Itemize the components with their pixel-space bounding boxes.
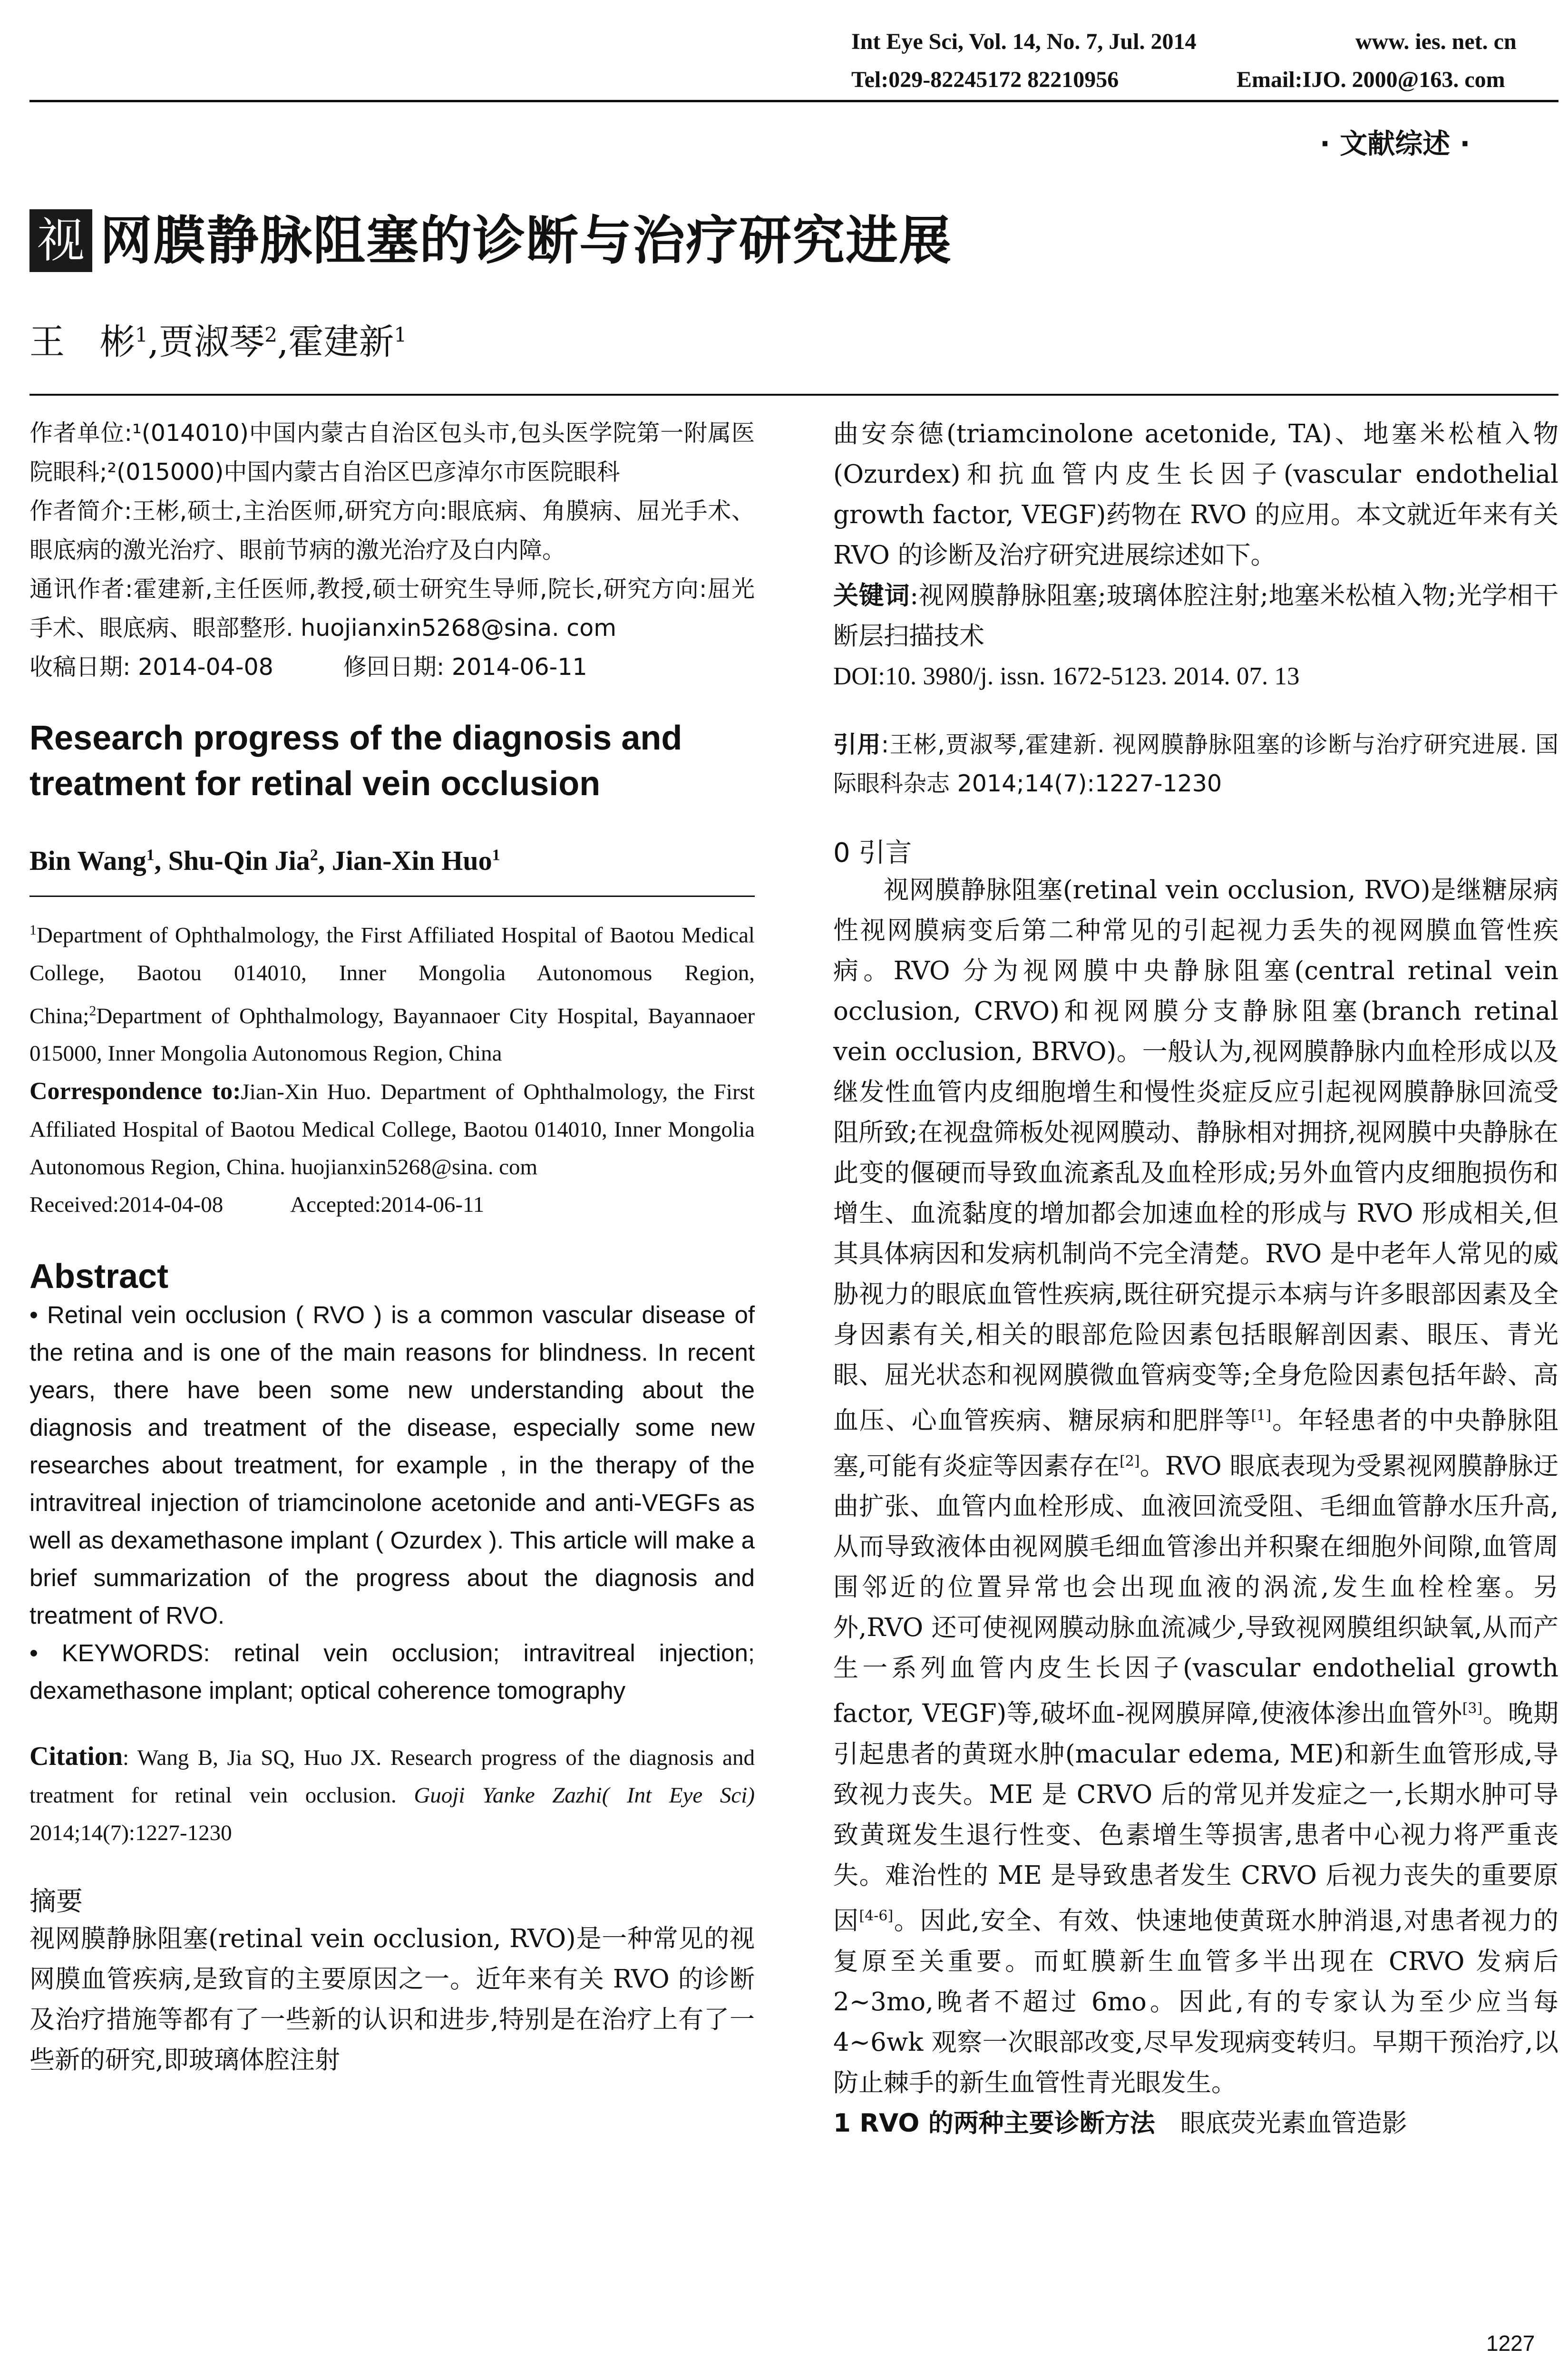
body-text-3: 。RVO 眼底表现为受累视网膜静脉迂曲扩张、血管内血栓形成、血液回流受阻、毛细血管静水压升高,从而导致液体由视网膜毛细血管渗出并积聚在细胞外间隙,血管周围邻近的位置异常也会出现血液的涡流,发生血栓栓塞。另外,RVO 还可使视网膜动脉血流减少,导致视网膜组织缺氧,从而产生一系列血管内皮生长因子(vascular endothelial growth factor, VEGF)等,破坏血-视网膜屏障,使液体渗出血管外 — [833, 1452, 1558, 1728]
cite-text: :王彬,贾淑琴,霍建新. 视网膜静脉阻塞的诊断与治疗研究进展. 国际眼科杂志 2014;14(7):1227-1230 — [833, 731, 1558, 797]
dates-cn: 收稿日期: 2014-04-08 修回日期: 2014-06-11 — [29, 653, 587, 681]
author-en-3: , Jian-Xin Huo — [318, 845, 492, 876]
author-1: 王 彬 — [29, 321, 135, 362]
author-3-mark: 1 — [394, 323, 407, 347]
citation-text: : Wang B, Jia SQ, Huo JX. Research progress of the diagnosis and treatment for retinal vein occlusion. — [29, 1745, 755, 1808]
author-3: 霍建新 — [288, 321, 394, 362]
citation-en — [29, 1738, 755, 1852]
citation-journal: Guoji Yanke Zazhi( Int Eye Sci) — [414, 1783, 755, 1808]
email: Email:IJO. 2000@163. com — [1237, 67, 1505, 92]
author-2-mark: 2 — [264, 323, 277, 347]
authors-cn: 王 彬$^1$,贾淑琴$^2$,霍建新$^1$ — [29, 321, 407, 362]
title-badge: 视 — [29, 209, 92, 272]
aff-2: Department of Ophthalmology, Bayannaoer City Hospital, Bayannaoer 015000, Inner Mongolia Autonomous Region, China — [29, 1003, 755, 1066]
received-accepted: Received:2014-04-08 Accepted:2014-06-11 — [29, 1192, 485, 1218]
keywords-en: • KEYWORDS: retinal vein occlusion; intravitreal injection; dexamethasone implant; optical coherence tomography — [29, 1639, 755, 1705]
citation-year: 2014;14(7):1227-1230 — [29, 1821, 232, 1846]
cite-label: 引用 — [833, 731, 881, 758]
section-1-heading: 1 RVO 的两种主要诊断方法 — [833, 2108, 1155, 2138]
correspondence-text: Jian-Xin Huo. Department of Ophthalmology, the First Affiliated Hospital of Baotou Medical College, Baotou 014010, Inner Mongolia Autonomous Region, China. huojianxin5268@sina. com — [29, 1080, 755, 1180]
cn-abstract-heading: 摘要 — [29, 1886, 83, 1918]
author-2: 贾淑琴 — [159, 321, 265, 362]
body-text-4: 。晚期引起患者的黄斑水肿(macular edema, ME)和新生血管形成,导致视力丧失。ME 是 CRVO 后的常见并发症之一,长期水肿可导致黄斑发生退行性变、色素增生等损害,患者中心视力将严重丧失。难治性的 ME 是导致患者发生 CRVO 后视力丧失的重要原因 — [833, 1699, 1559, 1936]
ref-4-6[interactable]: [4-6] — [859, 1907, 894, 1924]
author-1-mark: 1 — [135, 323, 148, 347]
author-en-1-mark: 1 — [146, 846, 155, 864]
aff-mark-2: 2 — [89, 1003, 97, 1019]
page-number: 1227 — [1486, 2331, 1535, 2356]
citation-label: Citation — [29, 1742, 123, 1772]
author-intro: 作者简介:王彬,硕士,主治医师,研究方向:眼底病、角膜病、屈光手术、眼底病的激光治疗、眼前节病的激光治疗及白内障。 — [29, 497, 755, 564]
journal-line: Int Eye Sci, Vol. 14, No. 7, Jul. 2014 — [851, 29, 1197, 54]
affiliation — [29, 911, 755, 1072]
title-rule — [29, 394, 1558, 396]
section-tag: · 文献综述 · — [1320, 127, 1471, 160]
keywords-label: 关键词 — [833, 581, 910, 610]
author-en-3-mark: 1 — [492, 846, 500, 864]
keywords-text: :视网膜静脉阻塞;玻璃体腔注射;地塞米松植入物;光学相干断层扫描技术 — [833, 581, 1558, 651]
citation-cn — [833, 725, 1558, 803]
correspondence-label: Correspondence to: — [29, 1078, 241, 1105]
website: www. ies. net. cn — [1355, 29, 1517, 54]
correspondence — [29, 1072, 755, 1186]
body-text-2: 。年轻患者的中央静脉阻塞,可能有炎症等因素存在 — [833, 1406, 1559, 1481]
cn-abstract-continued: 曲安奈德(triamcinolone acetonide, TA)、地塞米松植入物(Ozurdex)和抗血管内皮生长因子(vascular endothelial growth factor, VEGF)药物在 RVO 的应用。本文就近年来有关 RVO 的诊断及治疗研究进展综述如下。 — [833, 419, 1558, 570]
authors-en — [29, 845, 755, 877]
intro-heading: 0 引言 — [833, 838, 912, 868]
ref-1[interactable]: [1] — [1251, 1407, 1272, 1424]
corresponding-author: 通讯作者:霍建新,主任医师,教授,硕士研究生导师,院长,研究方向:屈光手术、眼底病、眼部整形. huojianxin5268@sina. com — [29, 575, 755, 642]
author-unit: 作者单位:¹(014010)中国内蒙古自治区包头市,包头医学院第一附属医院眼科;²(015000)中国内蒙古自治区巴彦淖尔市医院眼科 — [29, 419, 755, 486]
body-text-1: 视网膜静脉阻塞(retinal vein occlusion, RVO)是继糖尿病性视网膜病变后第二种常见的引起视力丢失的视网膜血管性疾病。RVO 分为视网膜中央静脉阻塞(central retinal vein occlusion, CRVO)和视网膜分支静脉阻塞(branch retinal vein occlusion, BRVO)。一般认为,视网膜静脉内血栓形成以及继发性血管内皮细胞增生和慢性炎症反应引起视网膜静脉回流受阻所致;在视盘筛板处视网膜动、静脉相对拥挤,视网膜中央静脉在此变的偃硬而导致血流紊乱及血栓形成;另外血管内皮细胞损伤和增生、血流黏度的增加都会加速血栓的形成与 RVO 形成相关,但其具体病因和发病机制尚不完全清楚。RVO 是中老年人常见的威胁视力的眼底血管性疾病,既往研究提示本病与许多眼部因素及全身因素有关,相关的眼部危险因素包括眼解剖因素、眼压、青光眼、屈光状态和视网膜微血管病变等;全身危险因素包括年龄、高血压、心血管疾病、糖尿病和肥胖等 — [833, 876, 1558, 1435]
ref-2[interactable]: [2] — [1120, 1452, 1140, 1470]
doi: DOI:10. 3980/j. issn. 1672-5123. 2014. 07. 13 — [833, 662, 1300, 690]
intro-paragraph — [833, 870, 1558, 2103]
aff-mark-1: 1 — [29, 922, 37, 938]
aff-1: Department of Ophthalmology, the First Affiliated Hospital of Baotou Medical College, Baotou 014010, Inner Mongolia Autonomous Region, China; — [29, 923, 755, 1029]
abstract-text: • Retinal vein occlusion ( RVO ) is a common vascular disease of the retina and is one of the main reasons for blindness. In recent years, there have been some new understanding about the diagnosis and treatment of the disease, especially some new researches about treatment, for example , in the therapy of the intravitreal injection of triamcinolone acetonide and anti-VEGFs as well as dexamethasone implant ( Ozurdex ). This article will make a brief summarization of the progress about the diagnosis and treatment of RVO. — [29, 1301, 755, 1629]
abstract-heading: Abstract — [29, 1257, 169, 1296]
english-title: Research progress of the diagnosis and treatment for retinal vein occlusion — [29, 719, 682, 803]
affiliation-rule — [29, 896, 755, 897]
ref-3[interactable]: [3] — [1462, 1700, 1483, 1717]
author-en-2-mark: 2 — [310, 846, 318, 864]
section-1-text: 眼底荧光素血管造影 — [1155, 2108, 1407, 2138]
cn-abstract-text: 视网膜静脉阻塞(retinal vein occlusion, RVO)是一种常见的视网膜血管疾病,是致盲的主要原因之一。近年来有关 RVO 的诊断及治疗措施等都有了一些新的认识和进步,特别是在治疗上有了一些新的研究,即玻璃体腔注射 — [29, 1924, 755, 2075]
header-rule — [29, 100, 1558, 102]
left-column — [29, 414, 755, 2080]
section-1-line — [833, 2103, 1558, 2143]
right-column — [833, 414, 1558, 2143]
page-title: 网膜静脉阻塞的诊断与治疗研究进展 — [100, 210, 952, 271]
body-text-5: 。因此,安全、有效、快速地使黄斑水肿消退,对患者视力的复原至关重要。而虹膜新生血管多半出现在 CRVO 发病后 2~3mo,晚者不超过 6mo。因此,有的专家认为至少应当每 4~6wk 观察一次眼部改变,尽早发现病变转归。早期干预治疗,以防止棘手的新生血管性青光眼发生。 — [833, 1906, 1559, 2097]
author-en-2: , Shu-Qin Jia — [154, 845, 310, 876]
keywords-cn — [833, 575, 1558, 656]
telephone: Tel:029-82245172 82210956 — [851, 67, 1119, 92]
author-en-1: Bin Wang — [29, 845, 146, 876]
